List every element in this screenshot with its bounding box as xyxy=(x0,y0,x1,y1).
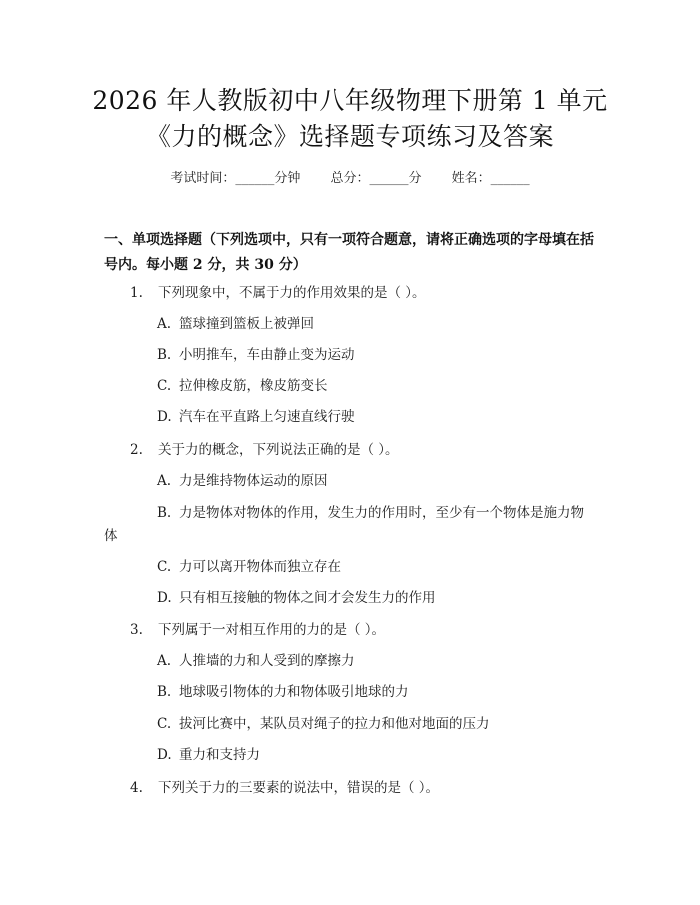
student-name: 姓名：______ xyxy=(451,171,530,186)
exam-info xyxy=(0,170,700,188)
question-2 xyxy=(130,440,399,460)
option-letter: A. xyxy=(157,473,172,489)
question-stem: 下列现象中，不属于力的作用效果的是（ ）。 xyxy=(158,285,426,301)
option-text: 篮球撞到篮板上被弹回 xyxy=(179,316,314,332)
question-stem: 关于力的概念，下列说法正确的是（ ）。 xyxy=(158,442,399,458)
option-text: 力是物体对物体的作用，发生力的作用时，至少有一个物体是施力物 xyxy=(179,505,584,521)
option-text: 人推墙的力和人受到的摩擦力 xyxy=(179,653,355,669)
section-heading-line-2: 号内。每小题 2 分，共 30 分） xyxy=(104,257,307,273)
question-3-option-c xyxy=(157,714,490,734)
exam-time: 考试时间：______分钟 xyxy=(170,171,301,186)
question-number: 2. xyxy=(130,442,143,458)
section-heading-line-1: 一、单项选择题（下列选项中，只有一项符合题意，请将正确选项的字母填在括 xyxy=(104,232,594,248)
option-letter: C. xyxy=(157,378,172,394)
exam-total-score: 总分：______分 xyxy=(330,171,422,186)
question-3 xyxy=(130,620,385,640)
option-text: 拔河比赛中，某队员对绳子的拉力和他对地面的压力 xyxy=(179,716,490,732)
question-1-option-c xyxy=(157,376,328,396)
question-2-option-b xyxy=(157,503,584,523)
question-number: 1. xyxy=(130,285,143,301)
question-1-option-a xyxy=(157,314,314,334)
question-1 xyxy=(130,283,426,303)
option-text: 重力和支持力 xyxy=(179,747,260,763)
option-text: 地球吸引物体的力和物体吸引地球的力 xyxy=(179,684,409,700)
section-heading xyxy=(104,228,600,278)
option-text: 力可以离开物体而独立存在 xyxy=(179,559,341,575)
question-1-option-b xyxy=(157,345,355,365)
option-text: 汽车在平直路上匀速直线行驶 xyxy=(179,409,355,425)
question-3-option-b xyxy=(157,682,409,702)
option-letter: D. xyxy=(157,747,172,763)
question-2-option-b-continuation: 体 xyxy=(104,528,118,544)
option-letter: C. xyxy=(157,716,172,732)
option-letter: A. xyxy=(157,316,172,332)
document-title-line-2: 《力的概念》选择题专项练习及答案 xyxy=(145,122,554,151)
question-3-option-d xyxy=(157,745,260,765)
option-letter: D. xyxy=(157,590,172,606)
option-letter: A. xyxy=(157,653,172,669)
document-title-line-1: 2026 年人教版初中八年级物理下册第 1 单元 xyxy=(92,86,608,115)
question-1-option-d xyxy=(157,407,355,427)
question-stem: 下列属于一对相互作用的力的是（ ）。 xyxy=(158,622,386,638)
question-2-option-d xyxy=(157,588,436,608)
option-text: 拉伸橡皮筋，橡皮筋变长 xyxy=(179,378,328,394)
question-stem: 下列关于力的三要素的说法中，错误的是（ ）。 xyxy=(158,780,440,796)
question-3-option-a xyxy=(157,651,355,671)
option-letter: B. xyxy=(157,505,172,521)
question-2-option-a xyxy=(157,471,328,491)
option-letter: C. xyxy=(157,559,172,575)
option-text: 力是维持物体运动的原因 xyxy=(179,473,328,489)
option-text: 只有相互接触的物体之间才会发生力的作用 xyxy=(179,590,436,606)
option-text: 小明推车，车由静止变为运动 xyxy=(179,347,355,363)
question-4 xyxy=(130,778,439,798)
question-number: 4. xyxy=(130,780,143,796)
option-letter: B. xyxy=(157,347,172,363)
option-letter: B. xyxy=(157,684,172,700)
question-2-option-c xyxy=(157,557,341,577)
option-letter: D. xyxy=(157,409,172,425)
question-number: 3. xyxy=(130,622,143,638)
